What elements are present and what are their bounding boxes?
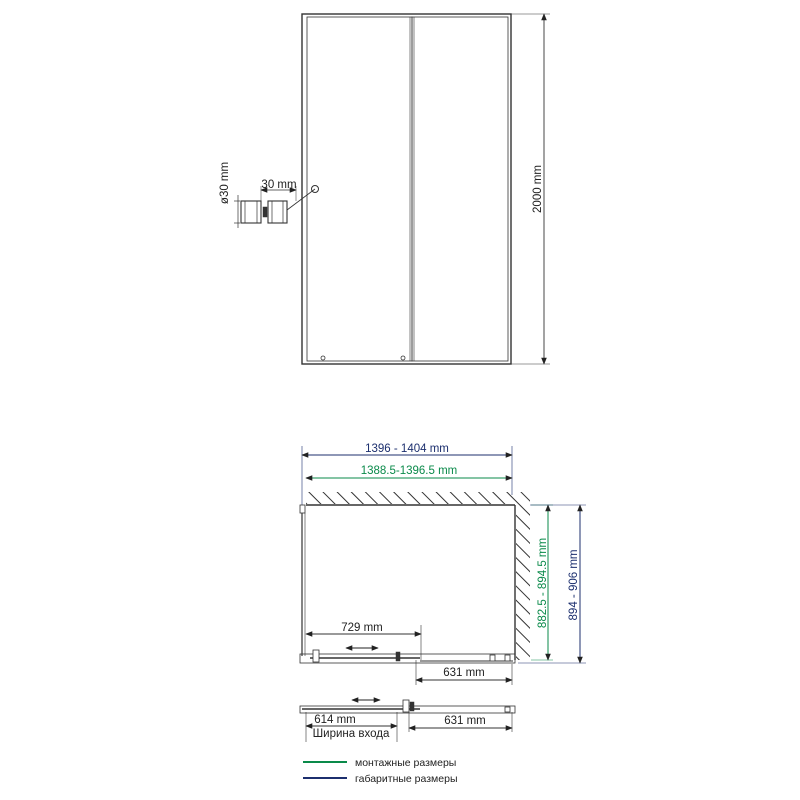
legend-label-overall: габаритные размеры bbox=[355, 773, 458, 785]
mounting-depth-label: 882.5 - 894.5 mm bbox=[537, 537, 549, 629]
overall-depth-label: 894 - 906 mm bbox=[568, 549, 580, 621]
handle-depth-label: 30 mm bbox=[261, 179, 297, 191]
sliding-door-label: 729 mm bbox=[341, 622, 383, 634]
height-dimension bbox=[511, 14, 550, 364]
plan-view bbox=[300, 443, 586, 685]
front-view bbox=[219, 14, 550, 364]
overall-width-label: 1396 - 1404 mm bbox=[365, 443, 449, 455]
wall-hatching bbox=[306, 492, 530, 660]
open-door-outline bbox=[300, 700, 515, 713]
mounting-width-label: 1388.5-1396.5 mm bbox=[360, 465, 458, 477]
enclosure-outline bbox=[300, 505, 515, 663]
front-frame bbox=[302, 14, 511, 364]
height-label: 2000 mm bbox=[532, 165, 544, 213]
entrance-width-label: Ширина входа bbox=[312, 728, 390, 740]
handle-detail-icon bbox=[234, 186, 296, 228]
legend bbox=[303, 757, 458, 785]
handle-diameter-label: ø30 mm bbox=[219, 161, 231, 205]
open-door-view bbox=[300, 700, 515, 742]
opening-label: 614 mm bbox=[314, 714, 356, 726]
door-roller-icons bbox=[321, 356, 405, 360]
open-fixed-panel-label: 631 mm bbox=[444, 715, 486, 727]
legend-label-mounting: монтажные размеры bbox=[355, 757, 457, 769]
fixed-panel-label: 631 mm bbox=[443, 667, 485, 679]
